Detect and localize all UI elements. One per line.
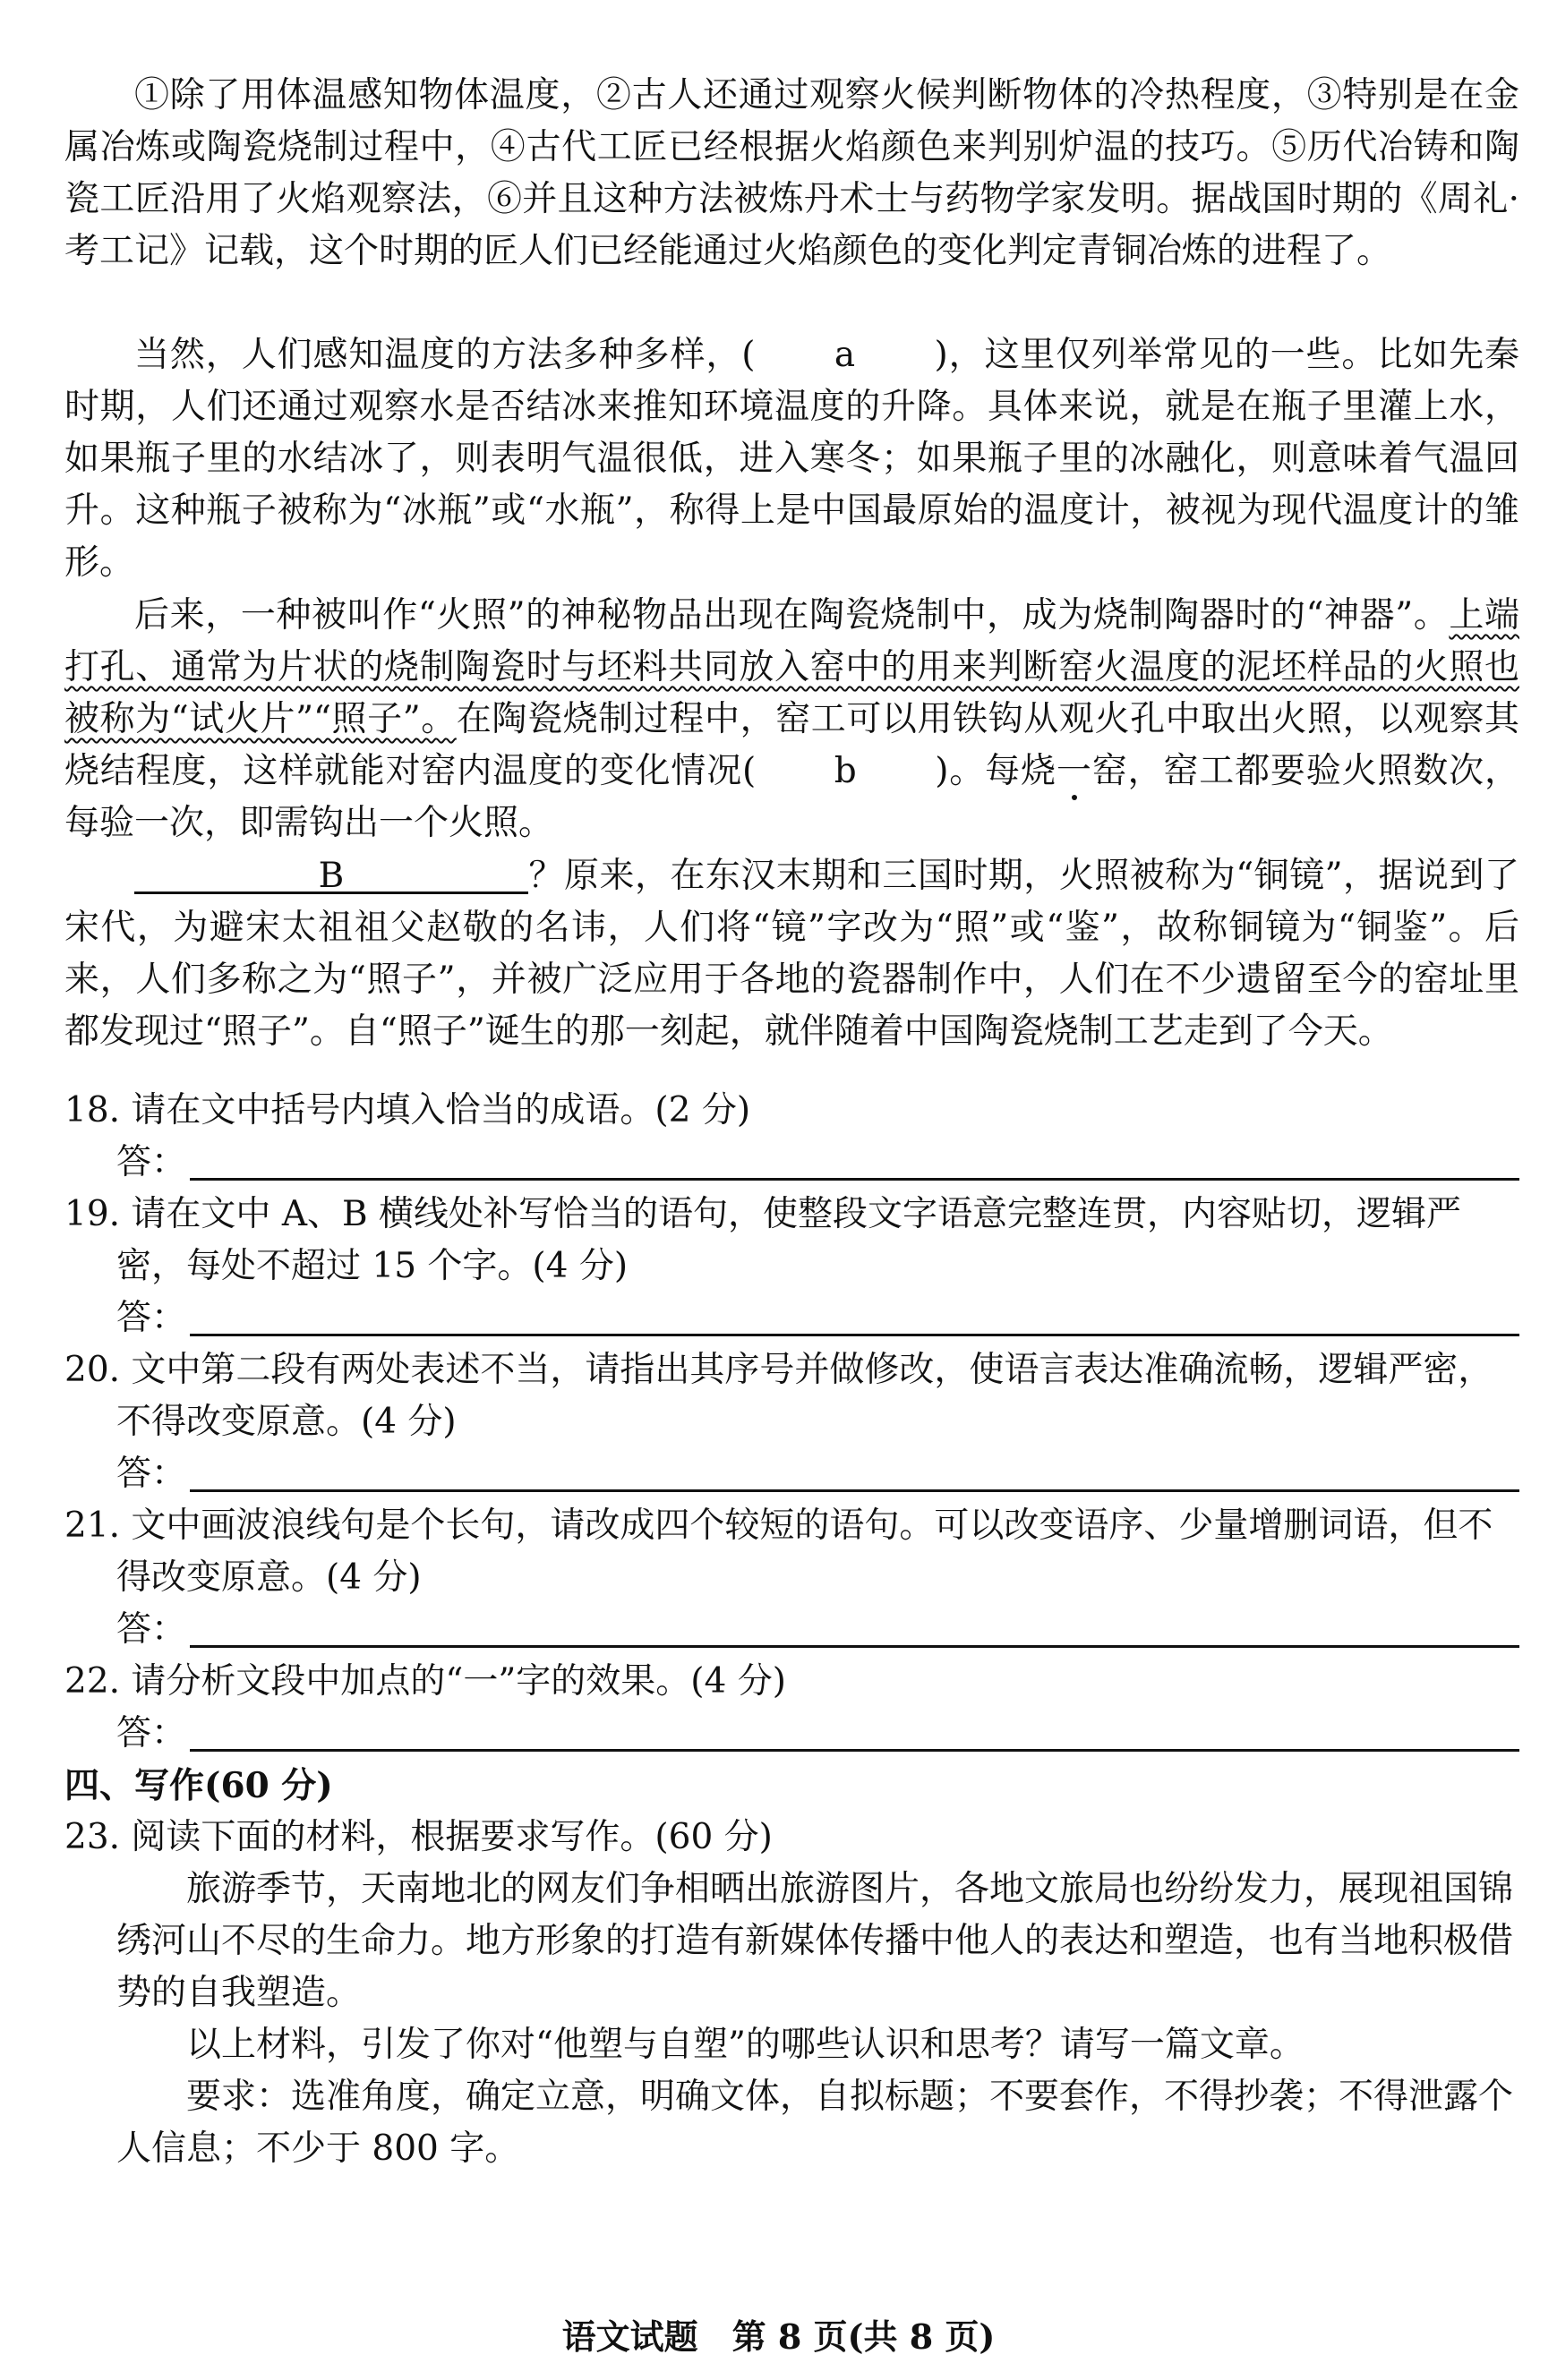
answer-line-21[interactable] — [116, 1604, 1519, 1656]
q23-prompt: 以上材料，引发了你对“他塑与自塑”的哪些认识和思考？请写一篇文章。 — [186, 2025, 1305, 2065]
answer-label: 答： — [116, 1142, 187, 1182]
page-footer: 语文试题 第 8 页(共 8 页) — [561, 2316, 996, 2357]
wavy-underlined-sentence: 上端打孔、通常为片状的烧制陶瓷时与坯料共同放入窑中的用来判断窑火温度的泥坯样品的火照也被称为“试火片”“照子”。 — [64, 595, 1519, 739]
blank-B-line: B — [134, 850, 528, 894]
passage-paragraph-2 — [64, 329, 1519, 589]
answer-underline — [190, 1604, 1519, 1648]
answer-underline — [190, 1708, 1519, 1752]
blank-a: a — [834, 335, 856, 375]
q23-material: 旅游季节，天南地北的网友们争相晒出旅游图片，各地文旅局也纷纷发力，展现祖国锦绣河山不尽的生命力。地方形象的打造有新媒体传播中他人的表达和塑造，也有当地积极借势的自我塑造。 — [116, 1869, 1514, 2013]
answer-label: 答： — [116, 1609, 187, 1650]
paragraph-2-after: )，这里仅列举常见的一些。比如先秦时期，人们还通过观察水是否结冰来推知环境温度的升降。具体来说，就是在瓶子里灌上水，如果瓶子里的水结冰了，则表明气温很低，进入寒冬；如果瓶子里的冰融化，则意味着气温回升。这种瓶子被称为“冰瓶”或“水瓶”，称得上是中国最原始的温度计，被视为现代温度计的雏形。 — [64, 335, 1520, 583]
answer-label: 答： — [116, 1713, 187, 1753]
dotted-character: 一 — [1056, 751, 1092, 791]
question-19: 19. 请在文中 A、B 横线处补写恰当的语句，使整段文字语意完整连贯，内容贴切，逻辑严密，每处不超过 15 个字。(4 分) — [64, 1194, 1462, 1286]
answer-line-18[interactable] — [116, 1137, 1519, 1189]
answer-line-19[interactable] — [116, 1292, 1519, 1344]
answer-label: 答： — [116, 1454, 187, 1494]
question-23: 23. 阅读下面的材料，根据要求写作。(60 分) — [64, 1817, 773, 1857]
paragraph-3-mid3: 窑，窑工都要验火照数次，每验一次，即需钩出一个火照。 — [64, 751, 1519, 843]
answer-underline — [190, 1137, 1519, 1181]
answer-underline — [190, 1292, 1519, 1336]
paragraph-3-mid1: 在陶瓷烧制过程中，窑工可以用铁钩从观火孔中取出火照，以观察其烧结程度，这样就能对窑内温度的变化情况( — [64, 699, 1519, 791]
answer-underline — [190, 1448, 1519, 1492]
q23-requirements: 要求：选准角度，确定立意，明确文体，自拟标题；不要套作，不得抄袭；不得泄露个人信息；不少于 800 字。 — [116, 2077, 1514, 2169]
passage-paragraph-3 — [64, 590, 1519, 849]
answer-label: 答： — [116, 1298, 187, 1338]
question-22: 22. 请分析文段中加点的“一”字的效果。(4 分) — [64, 1661, 786, 1702]
paragraph-4-text: ？原来，在东汉末期和三国时期，火照被称为“铜镜”，据说到了宋代，为避宋太祖祖父赵敬的名讳，人们将“镜”字改为“照”或“鉴”，故称铜镜为“铜鉴”。后来，人们多称之为“照子”，并被广泛应用于各地的瓷器制作中，人们在不少遗留至今的窑址里都发现过“照子”。自“照子”诞生的那一刻起，就伴随着中国陶瓷烧制工艺走到了今天。 — [64, 856, 1519, 1052]
paragraph-3-before: 后来，一种被叫作“火照”的神秘物品出现在陶瓷烧制中，成为烧制陶器时的“神器”。 — [134, 595, 1450, 636]
passage-paragraph-1: ①除了用体温感知物体温度，②古人还通过观察火候判断物体的冷热程度，③特别是在金属冶炼或陶瓷烧制过程中，④古代工匠已经根据火焰颜色来判别炉温的技巧。⑤历代冶铸和陶瓷工匠沿用了火焰观察法，⑥并且这种方法被炼丹术士与药物学家发明。据战国时期的《周礼·考工记》记载，这个时期的匠人们已经能通过火焰颜色的变化判定青铜冶炼的进程了。 — [64, 75, 1519, 271]
answer-line-22[interactable] — [116, 1708, 1519, 1760]
question-20: 20. 文中第二段有两处表述不当，请指出其序号并做修改，使语言表达准确流畅，逻辑严密，不得改变原意。(4 分) — [64, 1350, 1493, 1442]
paragraph-2-before: 当然，人们感知温度的方法多种多样，( — [134, 335, 756, 375]
passage-paragraph-4 — [64, 850, 1519, 1058]
blank-b: b — [834, 751, 857, 791]
question-21: 21. 文中画波浪线句是个长句，请改成四个较短的语句。可以改变语序、少量增删词语，但不得改变原意。(4 分) — [64, 1506, 1493, 1598]
answer-line-20[interactable] — [116, 1448, 1519, 1500]
question-18: 18. 请在文中括号内填入恰当的成语。(2 分) — [64, 1090, 751, 1130]
section-writing-heading: 四、写作(60 分) — [64, 1765, 333, 1806]
paragraph-3-mid2: )。每烧 — [935, 751, 1057, 791]
